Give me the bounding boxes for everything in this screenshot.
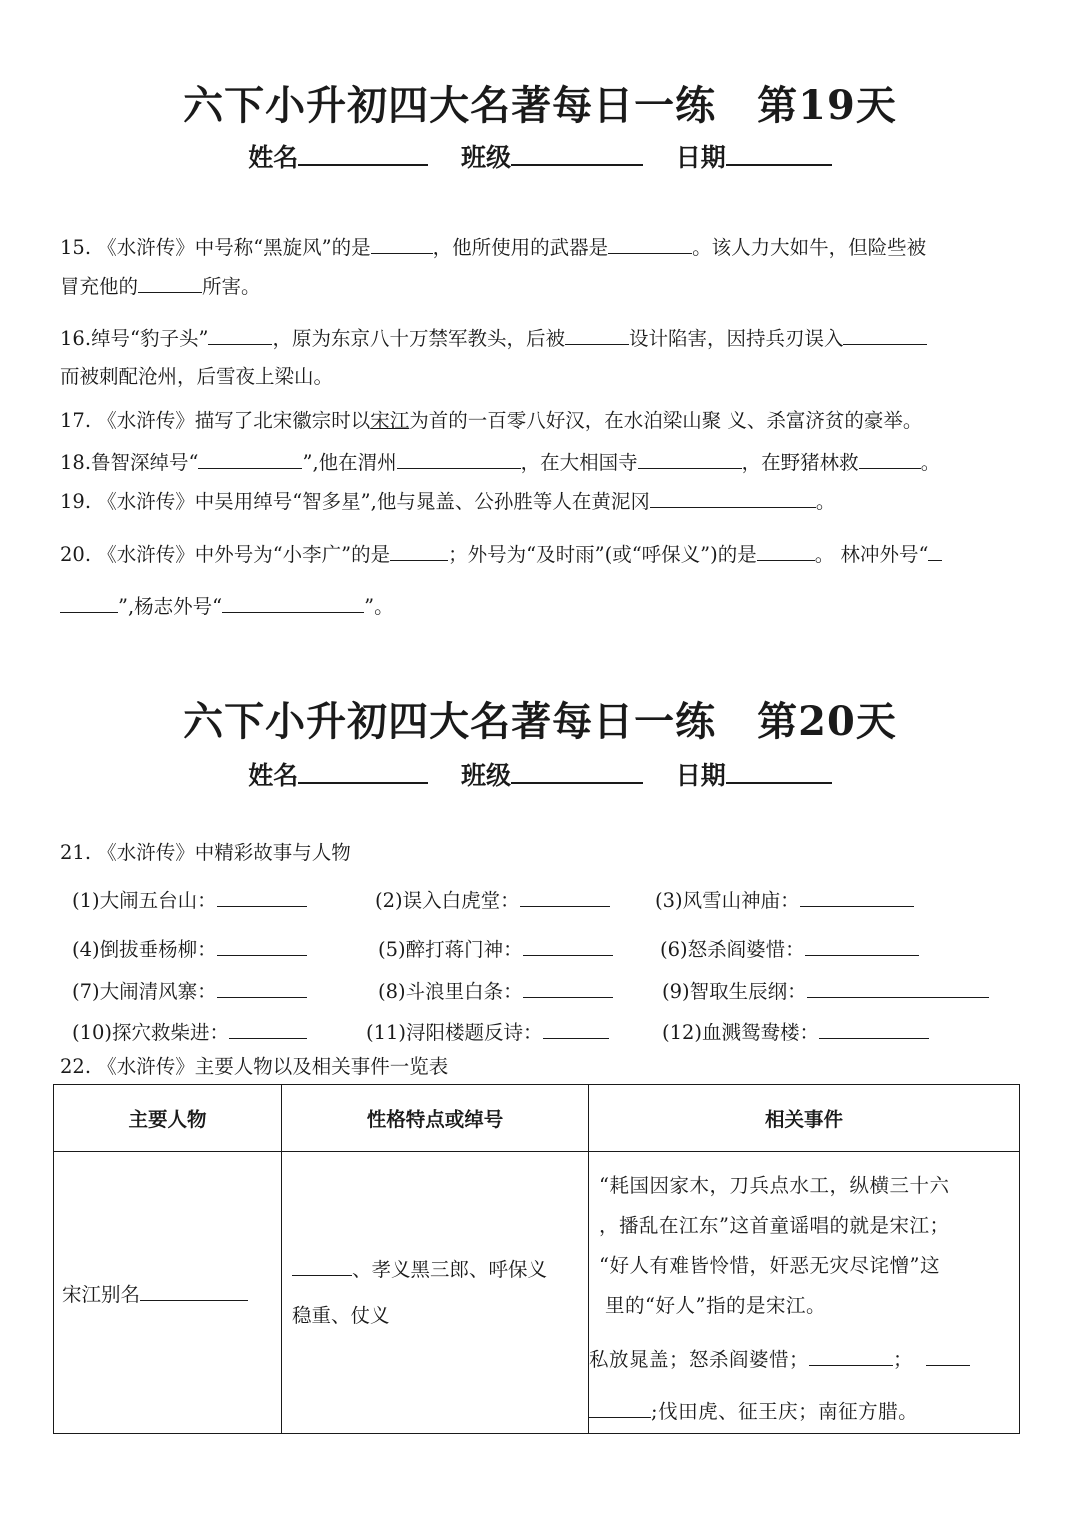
answer-blank[interactable] (638, 450, 742, 469)
name-blank[interactable] (298, 138, 428, 166)
answer-blank[interactable] (520, 888, 610, 907)
day19-title: 六下小升初四大名著每日一练 第19天 (183, 82, 897, 129)
answer-blank[interactable] (217, 937, 307, 956)
story-item (660, 934, 919, 962)
q20-text-e: ”。 (364, 595, 394, 618)
date-blank[interactable] (726, 756, 832, 784)
answer-blank[interactable] (138, 274, 202, 293)
answer-blank[interactable] (543, 1020, 609, 1039)
story-label: (7)大闹清风寨： (72, 980, 217, 1003)
events-line: ，播乱在江东”这首童谣唱的就是宋江； (599, 1214, 950, 1237)
story-item (375, 885, 610, 913)
answer-blank[interactable] (650, 489, 816, 508)
question-17 (60, 409, 922, 432)
answer-blank[interactable] (819, 1020, 929, 1039)
q15-text-c: 。该人力大如牛，但险些被 (692, 236, 927, 259)
traits-line2: 稳重、仗义 (292, 1303, 390, 1327)
story-label: (12)血溅鸳鸯楼： (662, 1021, 820, 1044)
answer-blank[interactable] (859, 450, 921, 469)
answer-blank[interactable] (805, 937, 919, 956)
date-field[interactable] (676, 756, 832, 792)
class-blank[interactable] (511, 138, 643, 166)
table-cell-events (589, 1152, 1020, 1434)
class-label: 班级 (460, 143, 511, 172)
story-label: (6)怒杀阎婆惜： (660, 938, 805, 961)
class-label: 班级 (460, 761, 511, 790)
events-text-a: 私放晁盖；怒杀阎婆惜； (589, 1348, 810, 1371)
answer-blank[interactable] (198, 450, 302, 469)
answer-blank[interactable] (222, 594, 364, 613)
question-18 (60, 450, 940, 474)
q18-text-a: 18.鲁智深绰号“ (60, 451, 199, 474)
table-header: 主要人物 (54, 1085, 282, 1152)
traits-text-a: 、孝义黑三郎、呼保义 (352, 1257, 548, 1281)
answer-blank[interactable] (800, 888, 914, 907)
q18-text-b: ”,他在渭州 (302, 451, 397, 474)
answer-blank[interactable] (565, 326, 629, 345)
story-label: (4)倒拔垂杨柳： (72, 938, 217, 961)
story-item (366, 1017, 609, 1045)
characters-table (53, 1084, 1020, 1434)
question-15-line2 (60, 274, 261, 298)
table-row (54, 1152, 1020, 1434)
question-16-line2 (60, 365, 333, 388)
q19-text-b: 。 (815, 490, 836, 513)
answer-blank[interactable] (217, 888, 307, 907)
story-label: (1)大闹五台山： (72, 889, 217, 912)
q19-text-a: 19. 《水浒传》中吴用绰号“智多星”,他与晁盖、公孙胜等人在黄泥冈 (60, 490, 650, 513)
answer-blank[interactable] (757, 542, 815, 561)
answer-blank[interactable] (229, 1020, 307, 1039)
events-text-c: ;伐田虎、征王庆；南征方腊。 (651, 1400, 919, 1423)
answer-blank[interactable] (397, 450, 521, 469)
story-item (72, 1017, 307, 1045)
story-item (72, 976, 307, 1004)
q20-text-b: ；外号为“及时雨”(或“呼保义”)的是 (448, 543, 757, 566)
story-item (662, 976, 989, 1004)
answer-blank[interactable] (809, 1347, 893, 1366)
q20-text-d: ”,杨志外号“ (118, 595, 223, 618)
answer-blank[interactable] (843, 326, 927, 345)
date-blank[interactable] (726, 138, 832, 166)
class-blank[interactable] (511, 756, 643, 784)
name-blank[interactable] (298, 756, 428, 784)
class-field[interactable] (461, 756, 643, 792)
answer-blank[interactable] (523, 979, 613, 998)
answer-blank[interactable] (523, 937, 613, 956)
q15-text-a: 15. 《水浒传》中号称“黑旋风”的是 (60, 236, 371, 259)
alias-label: 宋江别名 (62, 1282, 141, 1306)
name-field[interactable] (248, 756, 428, 792)
answer-blank[interactable] (60, 594, 118, 613)
q15-text-b: ，他所使用的武器是 (432, 236, 609, 259)
answer-blank[interactable] (140, 1282, 248, 1301)
class-field[interactable] (461, 138, 643, 174)
q18-text-d: ，在野猪林救 (741, 451, 859, 474)
q17-text-a: 17. 《水浒传》描写了北宋徽宗时以 (60, 409, 371, 432)
q16-text-a: 16.绰号“豹子头” (60, 327, 209, 350)
story-item (72, 885, 307, 913)
events-line (589, 1392, 1019, 1432)
answer-blank[interactable] (926, 1347, 970, 1366)
story-label: (10)探穴救柴进： (72, 1021, 230, 1044)
story-label: (9)智取生辰纲： (662, 980, 807, 1003)
day20-info-row (0, 756, 1080, 792)
q20-text-c: 。 林冲外号“ (814, 543, 929, 566)
day20-title: 六下小升初四大名著每日一练 第20天 (183, 698, 897, 745)
table-header: 性格特点或绰号 (282, 1085, 589, 1152)
story-label: (2)误入白虎堂： (375, 889, 520, 912)
question-16-line1 (60, 326, 927, 350)
answer-blank[interactable] (292, 1257, 352, 1276)
question-20-line2 (60, 594, 394, 618)
q17-underlined-name: 宋江 (370, 409, 410, 432)
q15-text-e: 所害。 (202, 275, 261, 298)
question-19 (60, 489, 835, 513)
q15-text-d: 冒充他的 (60, 275, 139, 298)
question-22-title: 22. 《水浒传》主要人物以及相关事件一览表 (60, 1055, 449, 1078)
name-label: 姓名 (248, 761, 299, 790)
answer-blank[interactable] (608, 235, 692, 254)
answer-blank[interactable] (928, 542, 942, 561)
answer-blank[interactable] (807, 979, 989, 998)
answer-blank[interactable] (371, 235, 433, 254)
question-15-line1 (60, 235, 926, 259)
answer-blank[interactable] (217, 979, 307, 998)
traits-line1 (292, 1247, 588, 1293)
story-item (655, 885, 914, 913)
q16-text-b: ，原为东京八十万禁军教头，后被 (272, 327, 565, 350)
story-item (378, 976, 613, 1004)
story-item (378, 934, 613, 962)
date-label: 日期 (675, 761, 726, 790)
name-label: 姓名 (248, 143, 299, 172)
table-header-row (54, 1085, 1020, 1152)
table-header: 相关事件 (589, 1085, 1020, 1152)
story-label: (3)风雪山神庙： (655, 889, 800, 912)
q18-text-e: 。 (920, 451, 941, 474)
events-line: 里的“好人”指的是宋江。 (605, 1294, 826, 1317)
table-cell-character (54, 1152, 282, 1434)
question-21-title: 21. 《水浒传》中精彩故事与人物 (60, 841, 351, 864)
day19-info-row (0, 138, 1080, 174)
traits-text (282, 1247, 588, 1339)
table-cell-traits (282, 1152, 589, 1434)
character-alias (54, 1279, 281, 1307)
events-text (589, 1152, 1019, 1432)
q17-text-c: 为首的一百零八好汉，在水泊梁山聚 义、杀富济贫的豪举。 (409, 409, 923, 432)
events-line: “耗国因家木，刀兵点水工，纵横三十六 (599, 1174, 950, 1197)
story-label: (5)醉打蒋门神： (378, 938, 523, 961)
story-label: (8)斗浪里白条： (378, 980, 523, 1003)
date-label: 日期 (675, 143, 726, 172)
answer-blank[interactable] (208, 326, 272, 345)
answer-blank[interactable] (390, 542, 448, 561)
story-item (72, 934, 307, 962)
events-line (589, 1340, 1019, 1380)
q16-text-d: 而被刺配沧州，后雪夜上梁山。 (60, 365, 334, 388)
events-text-b: ； (893, 1348, 914, 1371)
q16-text-c: 设计陷害，因持兵刃误入 (628, 327, 844, 350)
q18-text-c: ，在大相国寺 (520, 451, 638, 474)
q20-text-a: 20. 《水浒传》中外号为“小李广”的是 (60, 543, 391, 566)
question-20-line1 (60, 542, 942, 566)
date-field[interactable] (676, 138, 832, 174)
story-item (662, 1017, 929, 1045)
story-label: (11)浔阳楼题反诗： (366, 1021, 543, 1044)
answer-blank[interactable] (589, 1399, 651, 1418)
events-line: “好人有难皆怜惜，奸恶无灾尽诧憎”这 (599, 1254, 940, 1277)
name-field[interactable] (248, 138, 428, 174)
